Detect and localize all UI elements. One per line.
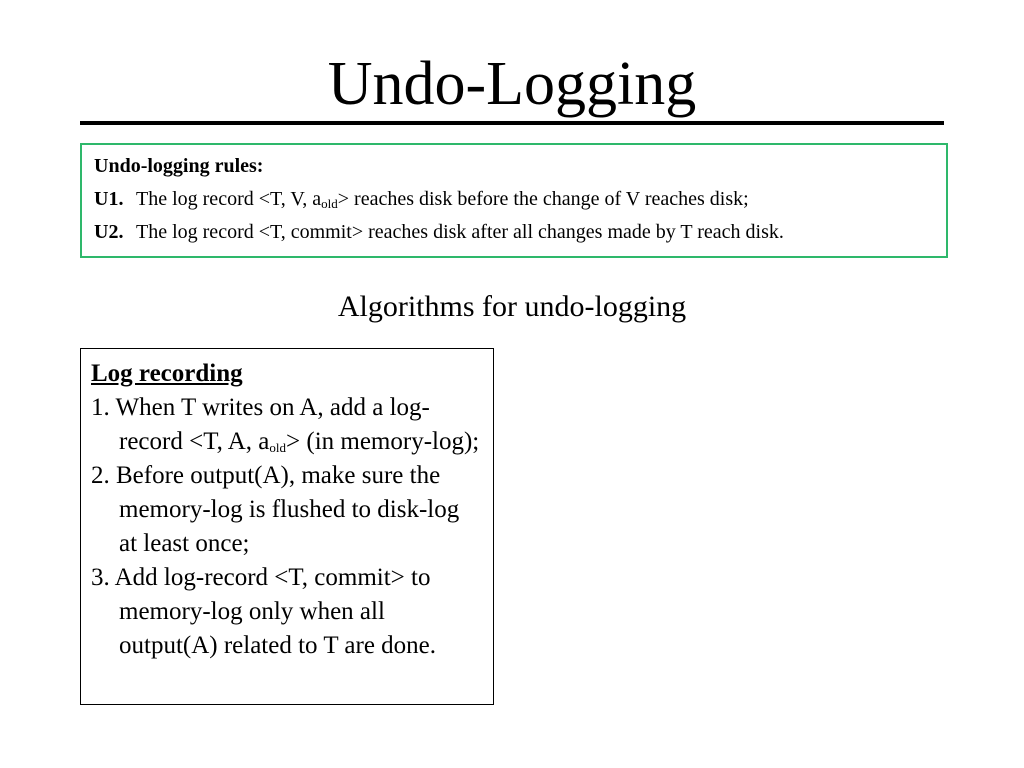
rule-u1-text-before: The log record <T, V, a xyxy=(136,188,322,210)
step-1-text-before: 1. When T writes on A, add a log-record <T, A, a xyxy=(91,394,430,455)
step-1-text-after: > (in memory-log); xyxy=(286,428,480,455)
rule-u2-id: U2. xyxy=(94,221,124,243)
rule-u1 xyxy=(94,188,934,211)
rule-u1-id: U1. xyxy=(94,188,124,210)
log-recording-box xyxy=(80,348,494,705)
rule-u2 xyxy=(94,221,934,244)
log-recording-title: Log recording xyxy=(91,360,243,387)
log-recording-step-1 xyxy=(91,391,483,459)
slide-title: Undo-Logging xyxy=(327,50,697,118)
algorithms-heading: Algorithms for undo-logging xyxy=(337,290,687,323)
rule-u2-text: The log record <T, commit> reaches disk after all changes made by T reach disk. xyxy=(136,221,784,243)
rule-u1-text-after: > reaches disk before the change of V reaches disk; xyxy=(337,188,749,210)
log-recording-steps xyxy=(91,391,483,663)
step-1-subscript: old xyxy=(269,440,287,455)
rules-heading: Undo-logging rules: xyxy=(94,155,264,177)
rule-u1-subscript: old xyxy=(321,196,338,211)
log-recording-step-3: 3. Add log-record <T, commit> to memory-log only when all output(A) related to T are done. xyxy=(91,564,437,659)
undo-logging-rules-box xyxy=(80,143,948,258)
log-recording-step-2: 2. Before output(A), make sure the memory-log is flushed to disk-log at least once; xyxy=(91,462,460,557)
title-underline-rule xyxy=(80,121,944,125)
